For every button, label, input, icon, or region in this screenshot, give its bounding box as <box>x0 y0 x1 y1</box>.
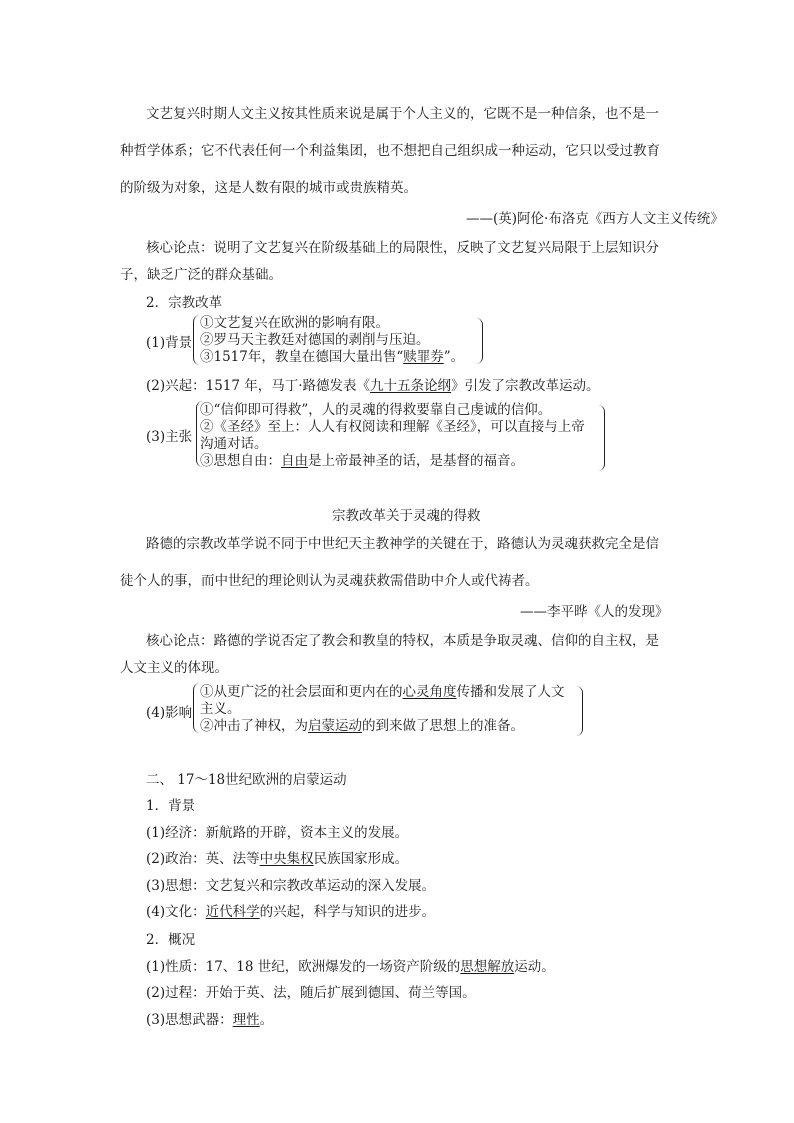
key-term: 中央集权 <box>259 851 314 867</box>
list-item: (3)思想：文艺复兴和宗教改革运动的深入发展。 <box>146 878 436 894</box>
text: ”。 <box>443 349 465 365</box>
quote-line: 的阶级为对象，这是人数有限的城市或贵族精英。 <box>120 180 417 196</box>
core-point-line: 人文主义的体现。 <box>120 660 228 676</box>
text: ②冲击了神权，为 <box>200 718 308 734</box>
text: 民族国家形成。 <box>313 851 409 867</box>
list-item: ②罗马天主教廷对德国的剥削与压迫。 <box>200 332 430 348</box>
text: (2)政治：英、法等 <box>146 851 260 867</box>
core-point-line: 子，缺乏广泛的群众基础。 <box>120 267 282 283</box>
quote-line: 路德的宗教改革学说不同于中世纪天主教神学的关键在于，路德认为灵魂获救完全是信 <box>146 536 659 552</box>
list-item <box>200 714 524 734</box>
list-item: 主义。 <box>200 701 241 717</box>
text: 的兴起，科学与知识的进步。 <box>259 904 436 920</box>
key-term: 自由 <box>281 453 308 469</box>
part-heading: 二、 17～18世纪欧洲的启蒙运动 <box>146 772 347 788</box>
quote-line: 文艺复兴时期人文主义按其性质来说是属于个人主义的，它既不是一种信条，也不是一 <box>146 106 659 122</box>
text: 的到来做了思想上的准备。 <box>362 718 524 734</box>
right-brace <box>476 318 483 364</box>
list-item <box>146 900 435 920</box>
core-point-line: 核心论点：路德的学说否定了教会和教皇的特权，本质是争取灵魂、信仰的自主权，是 <box>146 633 659 649</box>
list-item: (1)经济：新航路的开辟，资本主义的发展。 <box>146 825 409 841</box>
quote-line: 种哲学体系；它不代表任何一个利益集团，也不想把自己组织成一种运动，它只以受过教育 <box>120 143 660 159</box>
text: (4)文化： <box>146 904 206 920</box>
text: 是上帝最神圣的话，是基督的福音。 <box>308 453 524 469</box>
quote-source: ——(英)阿伦·布洛克《西方人文主义传统》 <box>466 211 724 227</box>
text: 》引发了宗教改革运动。 <box>451 378 600 394</box>
text: (3)思想武器： <box>146 1012 233 1028</box>
text: 传播和发展了人文 <box>456 684 565 700</box>
claims-label: (3)主张 <box>146 429 193 445</box>
list-item <box>146 1008 273 1028</box>
left-brace <box>193 683 200 733</box>
key-term: 理性 <box>232 1012 260 1028</box>
list-item: ①文艺复兴在欧洲的影响有限。 <box>200 315 389 331</box>
list-item <box>200 680 565 700</box>
quote-source: ——李平晔《人的发现》 <box>520 604 669 620</box>
text: ③1517年，教皇在德国大量出售“ <box>200 349 404 365</box>
text: (1)性质：17、18 世纪，欧洲爆发的一场资产阶级的 <box>146 959 461 975</box>
rise-line <box>146 374 600 394</box>
key-term: 赎罪券 <box>403 349 444 365</box>
list-item <box>146 955 555 975</box>
right-brace <box>576 686 583 736</box>
text: 。 <box>259 1012 274 1028</box>
text: (2)兴起：1517 年，马丁·路德发表《 <box>146 378 371 394</box>
list-item: (2)过程：开始于英、法，随后扩展到德国、荷兰等国。 <box>146 985 476 1001</box>
key-term: 近代科学 <box>205 904 260 920</box>
quote-line: 徒个人的事，而中世纪的理论则认为灵魂获救需借助中介人或代祷者。 <box>120 573 539 589</box>
key-term: 启蒙运动 <box>308 718 362 734</box>
quote-title: 宗教改革关于灵魂的得救 <box>332 508 481 524</box>
left-brace <box>193 315 200 365</box>
core-point-line: 核心论点：说明了文艺复兴在阶级基础上的局限性，反映了文艺复兴局限于上层知识分 <box>146 240 659 256</box>
section-heading: 2．概况 <box>146 932 196 948</box>
list-item <box>200 345 464 365</box>
text: 运动。 <box>514 959 555 975</box>
right-brace <box>598 405 605 471</box>
key-term: 思想解放 <box>460 959 515 975</box>
list-item: 沟通对话。 <box>200 436 268 452</box>
list-item: ①“信仰即可得救”，人的灵魂的得救要靠自己虔诚的信仰。 <box>200 402 552 418</box>
list-item <box>200 449 524 469</box>
list-item <box>146 847 408 867</box>
list-item: ②《圣经》至上：人人有权阅读和理解《圣经》，可以直接与上帝 <box>200 419 585 435</box>
key-term: 心灵角度 <box>402 684 457 700</box>
background-label: (1)背景 <box>146 335 193 351</box>
text: ①从更广泛的社会层面和更内在的 <box>200 684 403 700</box>
influence-label: (4)影响 <box>146 705 193 721</box>
key-term: 九十五条论纲 <box>370 378 452 394</box>
section-heading: 1．背景 <box>146 798 196 814</box>
text: ③思想自由： <box>200 453 281 469</box>
section-heading: 2．宗教改革 <box>146 295 223 311</box>
